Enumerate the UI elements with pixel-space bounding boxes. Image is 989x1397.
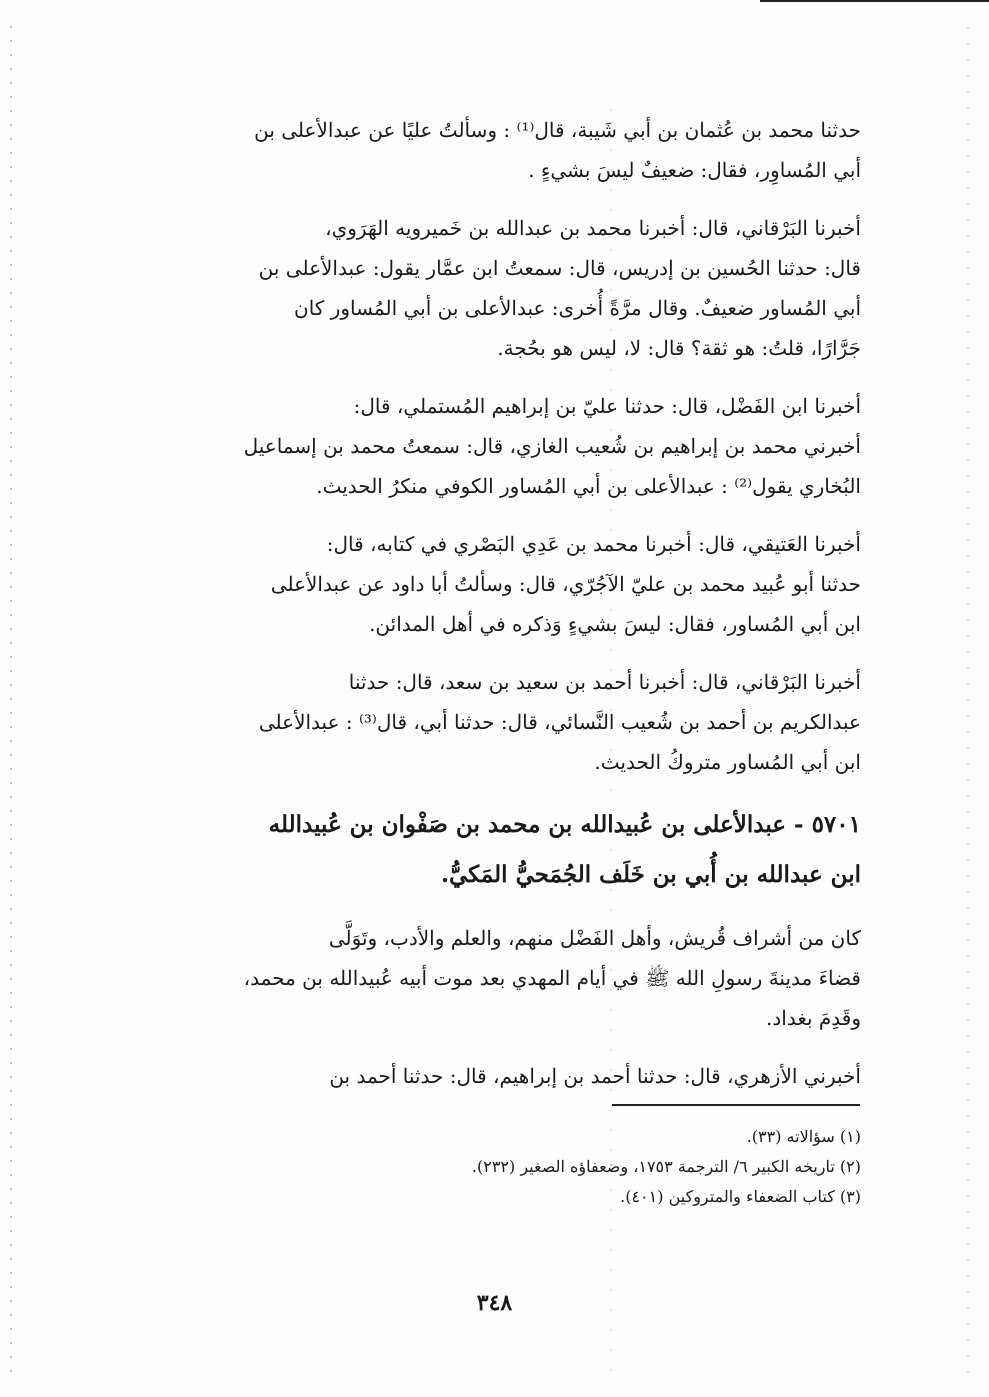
text-line: أبي المُساوِر، فقال: ضعيفٌ ليسَ بشيءٍ . (528, 158, 861, 182)
text-line: ابن أبي المُساور، فقال: ليسَ بشيءٍ وَذكره في أهل المدائن. (369, 612, 861, 636)
text-line: البُخاري يقول⁽²⁾ : عبدالأعلى بن أبي المُساور الكوفي منكرُ الحديث. (316, 474, 861, 498)
text-line: حدثنا محمد بن عُثمان بن أبي شَيبة، قال⁽¹⁾ : وسألتُ عليًا عن عبدالأعلى بن (254, 118, 861, 142)
text-line: حدثنا أبو عُبيد محمد بن عليّ الآجُرّي، قال: وسألتُ أبا داود عن عبدالأعلى (270, 572, 861, 596)
paragraph-5 (148, 662, 861, 782)
scan-noise-right (967, 20, 969, 1380)
text-line: ابن أبي المُساور متروكُ الحديث. (594, 750, 861, 774)
text-line: وقَدِمَ بغداد. (766, 1006, 861, 1030)
footnote-1: (١) سؤالاته (٣٣). (746, 1127, 861, 1146)
scan-noise-left (10, 20, 12, 1380)
paragraph-2 (148, 208, 861, 368)
text-line: قضاءَ مدينةَ رسولِ الله ﷺ في أيام المهدي بعد موت أبيه عُبيدالله بن محمد، (243, 966, 861, 990)
footnote-2: (٢) تاريخه الكبير ٦/ الترجمة ١٧٥٣، وضعفاؤه الصغير (٢٣٢). (471, 1157, 861, 1176)
text-line: كان من أشراف قُريش، وأهل الفَضْل منهم، والعلم والأدب، وتَوَلَّى (328, 926, 861, 950)
paragraph-1 (148, 110, 861, 190)
paragraph-3 (148, 386, 861, 506)
heading-line: ابن عبدالله بن أُبي بن خَلَف الجُمَحيُّ المَكيُّ. (441, 861, 861, 888)
top-border-line (760, 0, 989, 2)
text-line: عبدالكريم بن أحمد بن شُعيب النَّسائي، قال: حدثنا أبي، قال⁽³⁾ : عبدالأعلى (258, 710, 861, 734)
footnote-3: (٣) كتاب الضعفاء والمتروكين (٤٠١). (620, 1187, 861, 1206)
entry-paragraph-1 (148, 918, 861, 1038)
text-line: أبي المُساور ضعيفٌ. وقال مرَّةً أُخرى: عبدالأعلى بن أبي المُساور كان (294, 296, 861, 320)
text-line: أخبرني محمد بن إبراهيم بن شُعيب الغازي، قال: سمعتُ محمد بن إسماعيل (243, 434, 861, 458)
heading-line: ٥٧٠١ - عبدالأعلى بن عُبيدالله بن محمد بن صَفْوان بن عُبيدالله (268, 811, 861, 838)
text-line: أخبرني الأزهري، قال: حدثنا أحمد بن إبراهيم، قال: حدثنا أحمد بن (329, 1064, 861, 1088)
text-line: قال: حدثنا الحُسين بن إدريس، قال: سمعتُ ابن عمَّار يقول: عبدالأعلى بن (258, 256, 861, 280)
main-text (148, 110, 861, 1096)
text-line: جَرَّارًا، قلتُ: هو ثقة؟ قال: لا، ليس هو بحُجة. (497, 336, 861, 360)
paragraph-4 (148, 524, 861, 644)
text-line: أخبرنا ابن الفَضْل، قال: حدثنا عليّ بن إبراهيم المُستملي، قال: (353, 394, 861, 418)
text-line: أخبرنا البَرْقاني، قال: أخبرنا أحمد بن سعيد بن سعد، قال: حدثنا (348, 670, 861, 694)
entry-heading (148, 800, 861, 900)
text-line: أخبرنا العَتيقي، قال: أخبرنا محمد بن عَدِي البَصْري في كتابه، قال: (326, 532, 861, 556)
text-line: أخبرنا البَرْقاني، قال: أخبرنا محمد بن عبدالله بن خَميرويه الهَرَوي، (325, 216, 861, 240)
footnotes (148, 1122, 861, 1212)
entry-paragraph-2 (148, 1056, 861, 1096)
page-number: ٣٤٨ (476, 1290, 513, 1316)
footnote-separator (612, 1104, 860, 1106)
